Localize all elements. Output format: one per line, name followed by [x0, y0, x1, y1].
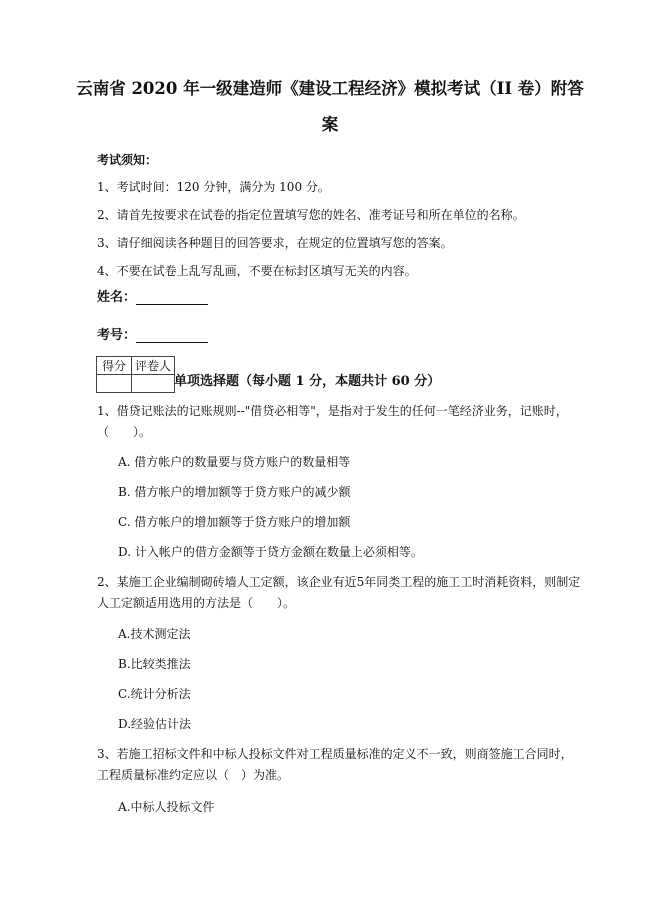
question-1-stem-line-2: （ ）。 — [97, 425, 152, 439]
question-2-stem-line-2: 人工定额适用选用的方法是（ ）。 — [97, 596, 296, 610]
grader-cell[interactable] — [132, 375, 175, 393]
title-line-2: 案 — [321, 115, 339, 134]
notice-item-4: 4、不要在试卷上乱写乱画，不要在标封区填写无关的内容。 — [97, 264, 417, 278]
question-1-option-a[interactable]: A. 借方帐户的数量要与贷方账户的数量相等 — [118, 455, 351, 469]
question-3-stem-line-1: 3、若施工招标文件和中标人投标文件对工程质量标准的定义不一致，则商签施工合同时， — [97, 747, 573, 761]
title-line-1: 云南省 2020 年一级建造师《建设工程经济》模拟考试（II 卷）附答 — [76, 79, 584, 98]
question-1-stem-line-1: 1、借贷记账法的记账规则--"借贷必相等"，是指对于发生的任何一笔经济业务，记账时， — [97, 404, 568, 418]
question-2-option-c[interactable]: C.统计分析法 — [118, 687, 191, 701]
name-label: 姓名： — [97, 290, 137, 305]
question-2-option-a[interactable]: A.技术测定法 — [118, 627, 191, 641]
notice-item-2: 2、请首先按要求在试卷的指定位置填写您的姓名、准考证号和所在单位的名称。 — [97, 208, 525, 222]
question-1-option-b[interactable]: B. 借方帐户的增加额等于贷方账户的减少额 — [118, 485, 351, 499]
question-3-stem-line-2: 工程质量标准约定应以（ ）为准。 — [97, 768, 290, 782]
id-blank[interactable] — [136, 330, 208, 343]
id-field — [97, 329, 208, 343]
question-2-stem-line-1: 2、某施工企业编制砌砖墙人工定额，该企业有近5年同类工程的施工工时消耗资料，则制定 — [97, 575, 581, 589]
notice-item-3: 3、请仔细阅读各种题目的回答要求，在规定的位置填写您的答案。 — [97, 236, 453, 250]
notice-item-1: 1、考试时间：120 分钟，满分为 100 分。 — [97, 180, 330, 194]
score-table — [96, 356, 175, 393]
id-label: 考号： — [97, 328, 137, 343]
question-3-option-a[interactable]: A.中标人投标文件 — [118, 800, 215, 814]
grader-header: 评卷人 — [132, 357, 175, 375]
question-1-option-d[interactable]: D. 计入帐户的借方金额等于贷方金额在数量上必须相等。 — [118, 545, 423, 559]
score-header: 得分 — [97, 357, 132, 375]
page-title — [70, 76, 590, 138]
name-field — [97, 291, 208, 305]
question-2-option-d[interactable]: D.经验估计法 — [118, 717, 192, 731]
question-2-option-b[interactable]: B.比较类推法 — [118, 657, 191, 671]
section-title: 单项选择题（每小题 1 分，本题共计 60 分） — [174, 374, 441, 389]
notice-heading: 考试须知： — [97, 153, 158, 167]
score-cell[interactable] — [97, 375, 132, 393]
question-1-option-c[interactable]: C. 借方帐户的增加额等于贷方账户的增加额 — [118, 515, 351, 529]
name-blank[interactable] — [136, 292, 208, 305]
